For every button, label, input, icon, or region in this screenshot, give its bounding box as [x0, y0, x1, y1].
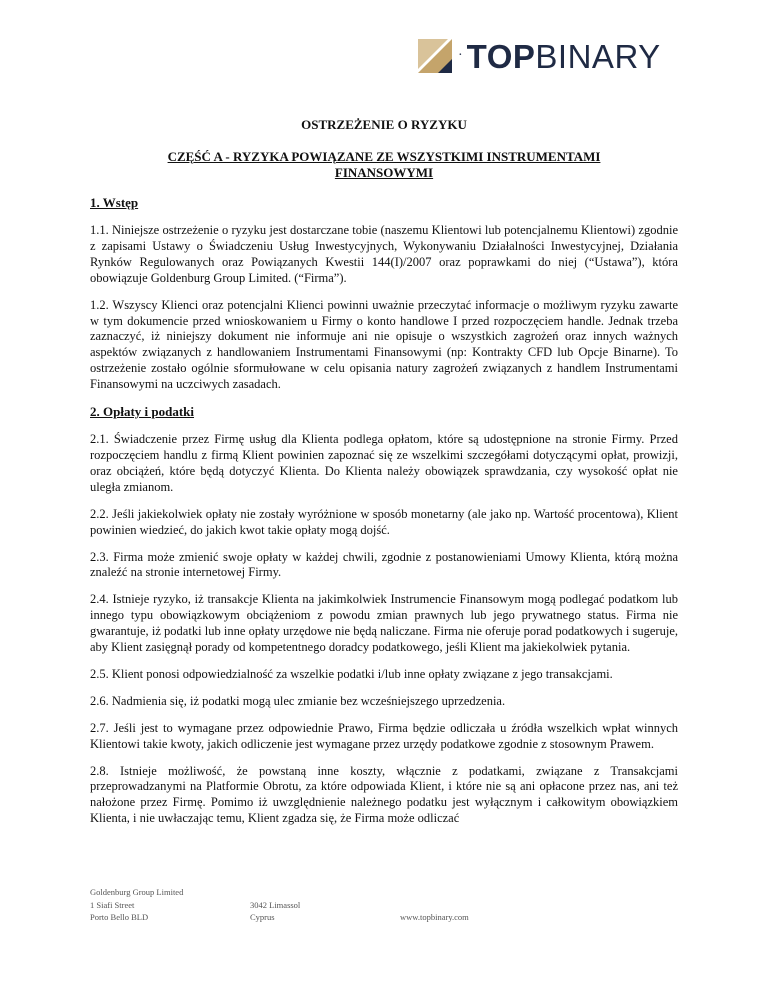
part-title: CZĘŚĆ A - RYZYKA POWIĄZANE ZE WSZYSTKIMI INSTRUMENTAMI FINANSOWYMI: [167, 149, 601, 180]
paragraph-2-8: 2.8. Istnieje możliwość, że powstaną inne koszty, włącznie z podatkami, związane z Transakcjami przeprowadzanymi na Platformie Obrotu, za które odpowiada Klient, i które nie są ani opłacone przez nas, ani też nałożone przez Firmę. Pomimo iż uwzględnienie należnego podatku jest wyłącznym i całkowitym obowiązkiem Klienta, i nie uwłaczając temu, Klient zgadza się, że Firma może odliczać: [90, 763, 678, 826]
section-heading-intro: 1. Wstęp: [90, 195, 139, 210]
footer-city: 3042 Limassol: [250, 899, 301, 910]
footer-company-name: Goldenburg Group Limited: [90, 887, 184, 897]
logo-text-thin: BINARY: [535, 37, 661, 75]
paragraph-2-3: 2.3. Firma może zmienić swoje opłaty w każdej chwili, zgodnie z postanowieniami Umowy Klienta, którą można znaleźć na stronie internetowej Firmy.: [90, 549, 678, 580]
logo-dot: ·: [458, 48, 463, 63]
company-logo: [418, 38, 661, 74]
document-title: OSTRZEŻENIE O RYZYKU: [301, 117, 467, 132]
footer-street: 1 Siafi Street: [90, 899, 135, 910]
paragraph-2-5: 2.5. Klient ponosi odpowiedzialność za wszelkie podatki i/lub inne opłaty związane z jego transakcjami.: [90, 666, 613, 681]
footer-website: [400, 911, 469, 924]
paragraph-2-2: 2.2. Jeśli jakiekolwiek opłaty nie zostały wyróżnione w sposób monetarny (ale jako np. Wartość procentowa), Klient powinien wiedzieć, do jakich kwot takie opłaty mogą dojść.: [90, 506, 678, 537]
footer-website-url: www.topbinary.com: [400, 912, 469, 922]
paragraph-2-4: 2.4. Istnieje ryzyko, iż transakcje Klienta na jakimkolwiek Instrumencie Finansowym mogą podlegać podatkom lub innego typu obowiązkowym obciążeniom z powodu zmian prawnych lub jego prywatnego status. Firma nie gwarantuje, iż podatki lub inne opłaty urzędowe nie będą naliczane. Firma nie oferuje porad podatkowych i sugeruje, aby Klient zasięgnął porady od kompetentnego doradcy podatkowego, jeśli Klient ma jakiekolwiek pytania.: [90, 592, 678, 655]
paragraph-2-7: 2.7. Jeśli jest to wymagane przez odpowiednie Prawo, Firma będzie odliczała u źródła wszelkich wpłat winnych Klientowi takie kwoty, jakich odliczenie jest wymagane przez urzędy podatkowe zgodnie z stosownym Prawem.: [90, 720, 678, 751]
logo-wordmark: [466, 37, 661, 75]
paragraph-2-6: 2.6. Nadmienia się, iż podatki mogą ulec zmianie bez wcześniejszego uprzedzenia.: [90, 693, 506, 708]
document-body: [90, 117, 678, 838]
logo-mark-icon: [418, 39, 452, 73]
footer-building: Porto Bello BLD: [90, 912, 149, 922]
paragraph-1-2: 1.2. Wszyscy Klienci oraz potencjalni Klienci powinni uważnie przeczytać informacje o możliwym ryzyku zawarte w tym dokumencie przed wnioskowaniem u Firmy o konto handlowe I przed rozpoczęciem handle. Jednak trzeba zaznaczyć, iż niniejszy dokument nie informuje ani nie opisuje o wszystkich zagrożeń oraz innych ważnych aspektów związanych z handlowaniem Instrumentami Finansowymi (np: Kontrakty CFD lub Opcje Binarne). To ostrzeżenie zostało ogólnie sformułowane w celu opisania natury zagrożeń związanych z handlem Instrumentami Finansowymi na uczciwych zasadach.: [90, 297, 678, 392]
logo-text-strong: TOP: [466, 37, 536, 75]
paragraph-1-1: 1.1. Niniejsze ostrzeżenie o ryzyku jest dostarczane tobie (naszemu Klientowi lub potencjalnemu Klientowi) zgodnie z zapisami Ustawy o Świadczeniu Usług Inwestycyjnych, Wykonywaniu Działalności Inwestycyjnej, Działania Rynków Regulowanych oraz Powiązanych Kwestii 144(I)/2007 oraz poprawkami do niej (“Ustawa”), która obowiązuje Goldenburg Group Limited. (“Firma”).: [90, 223, 678, 285]
paragraph-2-1: 2.1. Świadczenie przez Firmę usług dla Klienta podlega opłatom, które są udostępnione na stronie Firmy. Przed rozpoczęciem handlu z firmą Klient powinien zapoznać się ze wszelkimi szczegółami dotyczącymi opłat, prowizji, oraz obciążeń, które będą dotyczyć Klienta. Do Klienta należy obowiązek sprawdzania, czy wysokość opłat nie uległa zmianom.: [90, 432, 678, 494]
footer-address-company: [90, 886, 183, 924]
page-footer: [90, 886, 690, 936]
section-heading-fees: 2. Opłaty i podatki: [90, 404, 195, 420]
footer-country: Cyprus: [250, 912, 275, 922]
footer-address-city: [250, 899, 300, 924]
